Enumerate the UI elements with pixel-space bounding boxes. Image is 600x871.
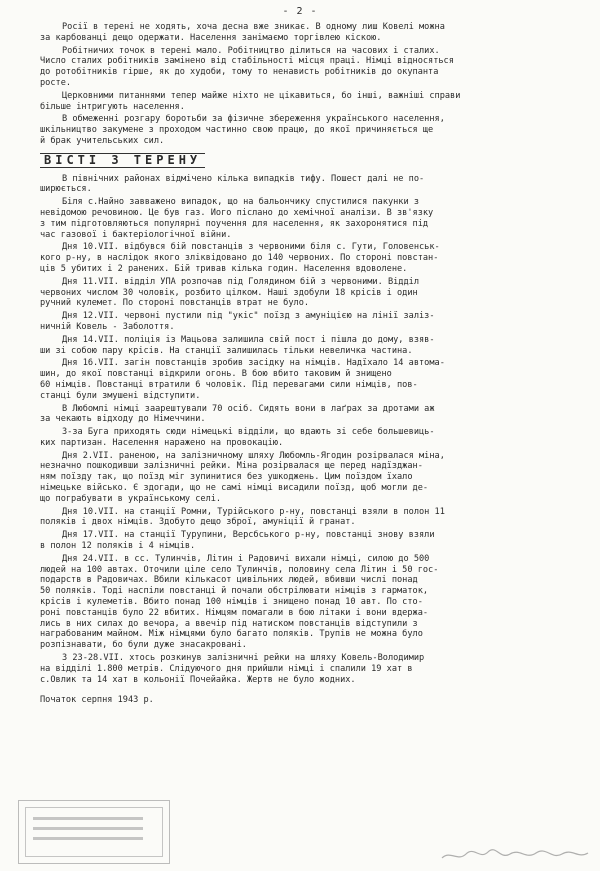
- text-line: с.Овлик та 14 хат в кольонії Почейайка. Жертв не було жодних.: [40, 674, 356, 685]
- text-line: до ротобітників гірше, як до худоби, тому то ненависть робітників до окупанта: [40, 67, 439, 78]
- news-paragraph: [40, 427, 580, 449]
- handwritten-signature: [440, 848, 590, 862]
- document-date: Початок серпня 1943 р.: [40, 695, 154, 706]
- news-paragraph: [40, 507, 580, 529]
- news-paragraph: [40, 335, 580, 357]
- text-line: 60 німців. Повстанці втратили 6 чоловік. Під перевагами сили німців, пов-: [40, 379, 418, 390]
- news-paragraph: [40, 358, 580, 401]
- text-line: розпізнавати, бо були дуже знасакровані.: [40, 640, 247, 651]
- news-paragraph: [40, 451, 580, 505]
- news-paragraph: [40, 197, 580, 240]
- text-line: червоних числом 30 чоловік, розбито цілком. Наші здобули 18 крісів і один: [40, 287, 418, 298]
- text-line: Дня 24.VII. в сс. Тулинчів, Літин і Радовичі вихали німці, силою до 500: [62, 553, 430, 564]
- intro-paragraphs: [40, 22, 580, 147]
- text-line: Росії в терені не ходять, хоча десна вже зникає. В одному лиш Ковелі можна: [62, 22, 445, 32]
- text-line: Біля с.Найно завважено випадок, що на бальончику спустилися пакунки з: [62, 197, 419, 208]
- news-paragraph: [40, 174, 580, 196]
- text-line: Дня 2.VII. раненою, на залізничному шляху Любомль-Ягодин розірвалася міна,: [62, 450, 445, 461]
- text-line: Дня 17.VII. на станції Турупини, Версбського р-ну, повстанці знову взяли: [62, 530, 435, 541]
- text-line: З 23-28.VII. хтось розкинув залізничні рейки на шляху Ковель-Володимир: [62, 653, 425, 664]
- text-line: за карбованці дещо одержати. Населення занімаємо торгівлею кіскою.: [40, 32, 382, 43]
- text-line: лись в них силах до вечора, а ввечір під натиском повстанців відступили з: [40, 618, 418, 629]
- text-line: Число сталих робітників замінено від стабільності місця праці. Німці відносяться: [40, 56, 454, 67]
- text-line: Дня 14.VII. поліція із Мацьова залишила свій пост і пішла до дому, взяв-: [62, 334, 435, 345]
- intro-paragraph: [40, 46, 580, 89]
- news-paragraph: [40, 530, 580, 552]
- intro-paragraph: [40, 91, 580, 113]
- text-line: роні повстанців було 22 вбитих. Німцям помагали в бою літаки і вони вдержа-: [40, 607, 429, 618]
- news-paragraph: [40, 277, 580, 309]
- text-line: за чекають відходу до Німеччини.: [40, 414, 206, 425]
- page-number: - 2 -: [282, 6, 318, 17]
- text-line: з тим підготовляються популярні поучення для населення, як захоронятися під: [40, 218, 429, 229]
- news-paragraph: [40, 404, 580, 426]
- news-paragraphs: [40, 174, 580, 686]
- text-line: німецьке військо. Є здогади, що не самі німці висадили поїзд, щоб могли де-: [40, 483, 429, 494]
- text-line: ничній Ковель - Заболоття.: [40, 321, 175, 332]
- text-line: час газової і бактеріологічної війни.: [40, 229, 232, 240]
- archive-stamp: [18, 800, 170, 864]
- text-line: людей на 100 автах. Оточили ціле село Тулинчів, половину села Літин і 50 гос-: [40, 564, 439, 575]
- text-line: й брак учительських сил.: [40, 135, 165, 146]
- section-heading: ВІСТІ З ТЕРЕНУ: [40, 153, 205, 168]
- text-line: росте.: [40, 77, 72, 88]
- text-line: ши зі собою пару крісів. На станції залишилась тільки невеличка частина.: [40, 345, 413, 356]
- text-line: 50 поляків. Тоді наспіли повстанці й почали обстрілювати німців з гарматок,: [40, 586, 429, 597]
- text-line: поляків і двох німців. Здобуто дещо зброї, амуніції й гранат.: [40, 517, 356, 528]
- text-line: Церковними питаннями тепер майже ніхто не цікавиться, бо інші, важніші справи: [62, 90, 461, 101]
- text-line: Дня 16.VII. загін повстанців зробив засідку на німців. Надїхало 14 автома-: [62, 358, 445, 369]
- text-line: на відділі 1.800 метрів. Слідуючого дня прийшли німці і спалили 19 хат в: [40, 663, 413, 674]
- text-line: ручний кулемет. По стороні повстанців втрат не було.: [40, 298, 310, 309]
- text-line: В Любомлі німці заарештували 70 осіб. Сидять вони в лаґрах за дротами аж: [62, 403, 435, 414]
- intro-paragraph: [40, 114, 580, 146]
- news-paragraph: [40, 311, 580, 333]
- text-line: що пограбувати в українському селі.: [40, 493, 222, 504]
- text-line: В північних районах відмічено кілька випадків тифу. Пошест далі не по-: [62, 173, 425, 184]
- text-line: ням поїзду так, що поїзд міг зупинитися без ушкоджень. Цим поїздом їхало: [40, 472, 413, 483]
- text-line: шкільництво закумене з проходом частинно свою працю, до якої причиняється ще: [40, 125, 434, 136]
- news-paragraph: [40, 242, 580, 274]
- text-line: незначно пошкодивши залізничні рейки. Міна розірвалася ще перед надїзджан-: [40, 461, 423, 472]
- text-line: Дня 12.VII. червоні пустили під "укіс" поїзд з амуніцією на лінії заліз-: [62, 311, 435, 322]
- document-body: [40, 22, 580, 706]
- text-line: крісів і кулеметів. Вбито понад 100 німців і знищено понад 10 авт. По сто-: [40, 597, 423, 608]
- text-line: станці були змушені відступити.: [40, 390, 201, 401]
- text-line: награбованим майном. Між німцями було багато поляків. Трупів не можна було: [40, 629, 423, 640]
- text-line: Дня 10.VII. на станції Ромни, Турійського р-ну, повстанці взяли в полон 11: [62, 506, 445, 517]
- text-line: З-за Буга приходять сюди німецькі відділи, що вдають зі себе большевиць-: [62, 427, 435, 438]
- text-line: ких партизан. Населення наражено на провокацію.: [40, 437, 284, 448]
- text-line: більше інтригують населення.: [40, 101, 185, 112]
- text-line: подарств в Радовичах. Вбили кількасот цивільних людей, вбивши числі понад: [40, 575, 418, 586]
- text-line: В обмеженні розгару боротьби за фізичне збереження українського населення,: [62, 114, 445, 125]
- text-line: невідомою речовиною. Це був газ. Його післано до хемічної аналізи. В зв'язку: [40, 207, 434, 218]
- news-paragraph: [40, 554, 580, 651]
- text-line: Дня 11.VII. відділ УПА розпочав під Голядином бій з червоними. Відділ: [62, 276, 419, 287]
- text-line: шин, до якої повстанці відкрили огонь. В бою вбито таковим й знищено: [40, 369, 392, 380]
- text-line: ців 5 убитих і 2 ранених. Бій тривав кілька годин. Населення вдоволене.: [40, 263, 408, 274]
- news-paragraph: [40, 653, 580, 685]
- text-line: кого р-ну, в наслідок якого зліквідовано до 140 червоних. По стороні повстан-: [40, 253, 439, 264]
- text-line: в полон 12 поляків і 4 німців.: [40, 541, 196, 552]
- text-line: ширюється.: [40, 184, 92, 195]
- intro-paragraph: [40, 22, 580, 44]
- text-line: Робітничих точок в терені мало. Робітництво ділиться на часових і сталих.: [62, 45, 440, 56]
- text-line: Дня 10.VII. відбувся бій повстанців з червоними біля с. Гути, Головенськ-: [62, 242, 440, 253]
